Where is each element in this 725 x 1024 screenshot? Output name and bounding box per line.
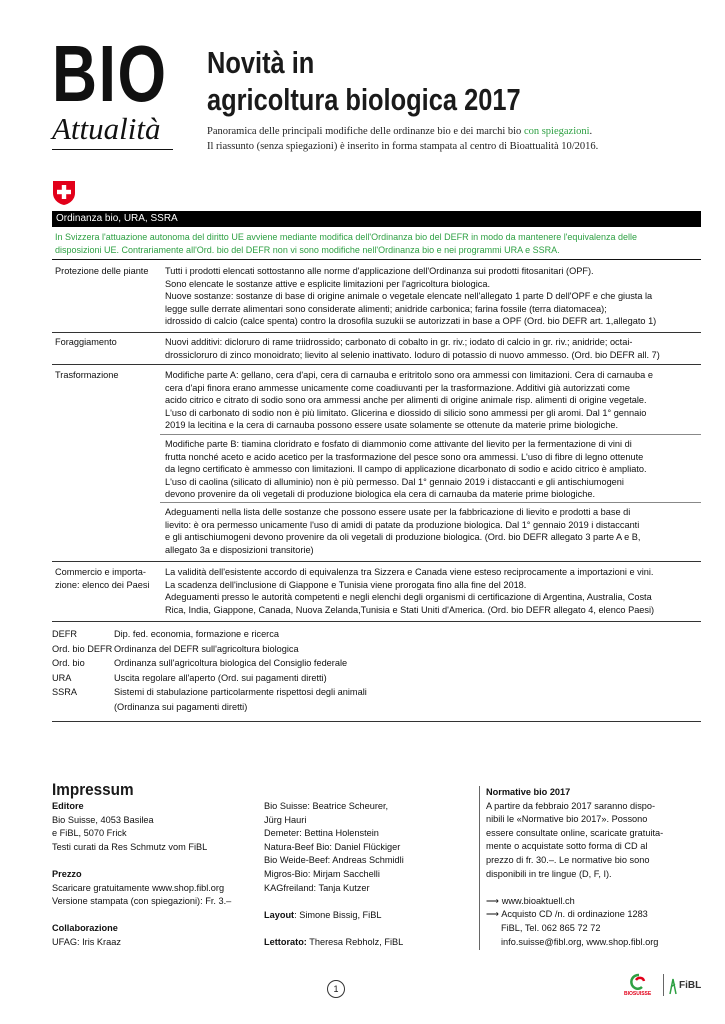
standards-line: A partire da febbraio 2017 saranno dispo- [486, 800, 656, 811]
text-line: Nuovi additivi: dicloruro di rame triidrossido; carbonato di cobalto in gr. riv.; iodato di calcio in gr. riv.; anidride; octai- [165, 337, 633, 347]
divider [160, 434, 701, 435]
price-line: Scaricare gratuitamente www.shop.fibl.org [52, 882, 225, 893]
row-content-processing-c [165, 506, 701, 556]
logo-attualita: Attualità [52, 111, 161, 146]
divider [52, 259, 701, 260]
abbreviations-list [52, 627, 701, 715]
subtitle-text-a: Panoramica delle principali modifiche delle ordinanze bio e dei marchi bio [207, 126, 524, 137]
text-line: e gli antischiumogeni devono provenire da oli vegetali di produzione biologica. (Ord. bio DEFR allegato 3 parte A e B, [165, 532, 641, 543]
footer-logos [624, 972, 704, 998]
impressum-col-2 [264, 800, 464, 950]
price-heading: Prezzo [52, 868, 82, 879]
row-label-plant-protection: Protezione delle piante [55, 266, 149, 276]
order-link-row[interactable] [486, 908, 701, 922]
text-line: L'uso di caolina (silicato di alluminio) non è più permesso. Dal 1° gennaio 2019 i distaccanti e gli antischiumogeni [165, 476, 624, 487]
collaboration-line: UFAG: Iris Kraaz [52, 936, 121, 947]
price-line: Versione stampata (con spiegazioni): Fr. 3.– [52, 896, 232, 907]
abbr-value: Uscita regolare all'aperto (Ord. sui pagamenti diretti) [114, 672, 327, 683]
standards-line: prezzo di fr. 30.–. Le normative bio sono [486, 854, 650, 865]
text-line: La scadenza dell'inclusione di Giappone e Tunisia viene prorogata fino alla fine del 2018. [165, 579, 527, 590]
standards-line: nibili le «Normative bio 2017». Possono [486, 814, 648, 825]
order-cd-text: Acquisto CD /n. di ordinazione 1283 [501, 909, 648, 920]
abbreviation-row [52, 656, 701, 671]
column-divider [479, 786, 480, 950]
abbr-key: Ord. bio DEFR [52, 643, 113, 654]
editor-heading: Editore [52, 801, 84, 811]
editor-line: e FiBL, 5070 Frick [52, 828, 127, 839]
abbreviation-row [52, 642, 701, 657]
section-header: Ordinanza bio, URA, SSRA [52, 211, 701, 227]
text-line: Adeguamenti nella lista delle sostanze che possono essere usate per la fabbricazione di lievito e prodotti a base di [165, 507, 631, 517]
editor-line: Testi curati da Res Schmutz vom FiBL [52, 841, 208, 852]
row-content-processing-b [165, 438, 701, 501]
bio-suisse-logo-text: BIOSUISSE [624, 991, 652, 997]
contributor-line: Natura-Beef Bio: Daniel Flückiger [264, 841, 401, 852]
text-line: allegato 3a e disposizioni transitorie) [165, 544, 314, 555]
contributor-line: Jürg Hauri [264, 814, 307, 825]
page-number: 1 [327, 980, 345, 998]
text-line: lievito: è ora permesso unicamente l'uso di amidi di patate da produzione biologica. Dal 1° gennaio 2019 i distaccanti [165, 519, 640, 530]
row-label-feeding: Foraggiamento [55, 337, 117, 347]
layout-heading: Layout [264, 909, 295, 920]
proofreading-value: Theresa Rebholz, FiBL [306, 936, 404, 947]
row-content-feeding [165, 336, 701, 361]
abbr-value: Sistemi di stabulazione particolarmente rispettosi degli animali [114, 687, 367, 698]
contact-links[interactable]: info.suisse@fibl.org, www.shop.fibl.org [501, 936, 659, 947]
divider [52, 332, 701, 333]
contact-phone: FiBL, Tel. 062 865 72 72 [501, 922, 601, 933]
text-line: Sono elencate le sostanze attive e esplicite limitazioni per l'agricoltura biologica. [165, 278, 491, 289]
impressum-col-1 [52, 800, 252, 950]
text-line: da legno certificato è ammesso con limitazioni. Il campo di applicazione dicarbonato di sodio e acido citrico è ampliato. [165, 464, 647, 475]
text-line: Modifiche parte A: gellano, cera d'api, cera di carnauba e eritritolo sono ora ammessi con limitazioni. Cera di carnauba e [165, 370, 653, 380]
divider [52, 561, 701, 562]
text-line: La validità dell'esistente accordo di equivalenza tra Sizzera e Canada viene esteso reciprocamente a importazioni e vini. [165, 567, 654, 577]
row-content-processing-a [165, 369, 701, 432]
arrow-right-icon: ⟶ [486, 909, 500, 920]
abbr-value: Ordinanza del DEFR sull'agricoltura biologica [114, 643, 299, 654]
page-title [207, 44, 568, 118]
logo-bio: BIO [52, 29, 168, 118]
fibl-leaf-icon [668, 977, 678, 995]
abbr-key: URA [52, 672, 72, 683]
label-line: Commercio e importa- [55, 567, 146, 577]
standards-line: essere consultate online, scaricate gratuita- [486, 827, 664, 838]
bioaktuell-link[interactable]: www.bioaktuell.ch [501, 895, 575, 906]
text-line: legge sulle derrate alimentari sono considerate alimenti; anidride carbonica; farina fossile (terra diatomacea); [165, 303, 607, 314]
text-line: Adeguamenti presso le autorità competenti e negli elenchi degli organismi di certificazione di Argentina, Australia, Costa [165, 592, 652, 603]
explanations-link[interactable]: con spiegazioni [523, 126, 590, 137]
text-line: frutta nonché aceto e acido acetico per la trasformazione del pesce sono ora ammessi. L'uso di fibre di legno ottenute [165, 451, 644, 462]
text-line: 2019 la lecitina e la cera di carnauba possono essere usate solamente se ottenute da materie prime biologiche. [165, 420, 619, 431]
editor-line: Bio Suisse, 4053 Basilea [52, 814, 154, 825]
text-line: idrossido di calcio (calce spenta) contro la drosofila suzukii se autorizzati in base a OPF (Ord. bio DEFR art. 1,allegato 1) [165, 316, 657, 327]
standards-line: disponibili in tre lingue (D, F, I). [486, 868, 612, 879]
standards-line: mente o acquistate sotto forma di CD al [486, 841, 648, 852]
title-line-2: agricoltura biologica 2017 [207, 82, 521, 117]
contributor-line: Demeter: Bettina Holenstein [264, 828, 379, 839]
divider [52, 364, 701, 365]
text-line: drossicloruro di zinco monoidrato; lievito al selenio inattivato. Ioduro di potassio di nuovo ammesso. (Ord. bio DEFR all. 7) [165, 349, 660, 360]
row-content-trade [165, 566, 701, 616]
text-line: acido citrico e citrato di sodio sono ora ammessi anche per alimenti di origine animale risp. alimenti di origine vegetale. [165, 395, 647, 406]
abbr-value: Dip. fed. economia, formazione e ricerca [114, 629, 279, 639]
text-line: devono provenire da oli vegetali di produzione biologica ela cera di carnauba da materie prime biologiche. [165, 489, 596, 500]
abbreviation-row [52, 671, 701, 686]
contributor-line: KAGfreiland: Tanja Kutzer [264, 882, 370, 893]
abbr-key: Ord. bio [52, 658, 85, 669]
intro-line: disposizioni UE. Contrariamente all'Ord. bio del DEFR non vi sono modifiche nell'Ordinanza bio e nei programmi URA e SSRA. [55, 244, 560, 255]
contributor-line: Bio Weide-Beef: Andreas Schmidli [264, 855, 404, 866]
impressum-title: Impressum [52, 780, 134, 799]
title-line-1: Novità in [207, 45, 315, 80]
arrow-right-icon: ⟶ [486, 895, 500, 906]
subtitle-text-b: . [589, 126, 593, 137]
standards-heading: Normative bio 2017 [486, 787, 571, 797]
abbr-key: SSRA [52, 687, 78, 698]
text-line: Rica, India, Giappone, Canada, Nuova Zelanda,Tunisia e Stati Uniti d'America. (Ord. bio DEFR allegato 4, elenco Paesi) [165, 604, 655, 615]
text-line: cera d'api finora erano ammesse unicamente come coadiuvanti per la trasformazione. Additivi già autorizzati come [165, 382, 630, 393]
section-intro [55, 231, 701, 256]
layout-value: : Simone Bissig, FiBL [294, 909, 382, 920]
logo-underline [52, 149, 173, 150]
divider [52, 621, 701, 622]
abbreviation-row [52, 685, 701, 700]
text-line: Nuove sostanze: sostanze di base di origine animale o vegetale elencate nell'allegato 1 parte D dell'OPF e che giusta la [165, 291, 653, 302]
subtitle [207, 124, 677, 154]
fibl-logo-text: FiBL [679, 980, 702, 991]
divider [160, 502, 701, 503]
contributor-line: Bio Suisse: Beatrice Scheurer, [264, 801, 389, 811]
divider [52, 721, 701, 722]
text-line: L'uso di carbonato di sodio non è più limitato. Glicerina e diossido di silicio sono ammessi per gli aromi. Dal 1° gennaio [165, 407, 647, 418]
label-line: zione: elenco dei Paesi [55, 579, 150, 590]
impressum-col-3 [486, 786, 701, 949]
text-line: Modifiche parte B: tiamina cloridrato e fosfato di diammonio come attivante del lievito per la fermentazione di vini di [165, 439, 632, 449]
collaboration-heading: Collaborazione [52, 923, 118, 934]
proofreading-heading: Lettorato: [264, 936, 307, 947]
row-content-plant-protection [165, 265, 701, 328]
intro-line: In Svizzera l'attuazione autonoma del diritto UE avviene mediante modifica dell'Ordinanza bio del DEFR in modo da mantenere l'equivalenza delle [55, 232, 637, 242]
row-label-trade [55, 566, 150, 591]
abbr-key [52, 700, 114, 715]
abbreviation-row [52, 627, 701, 642]
abbr-value: (Ordinanza sui pagamenti diretti) [114, 701, 248, 712]
contributor-line: Migros-Bio: Mirjam Sacchelli [264, 868, 380, 879]
swiss-flag-icon [52, 180, 76, 206]
abbreviation-row [52, 700, 701, 715]
text-line: Tutti i prodotti elencati sottostanno alle norme d'applicazione dell'Ordinanza sui prodotti fitosanitari (OPF). [165, 266, 594, 276]
logo-divider [663, 974, 664, 996]
bioaktuell-link-row[interactable] [486, 895, 701, 909]
abbr-value: Ordinanza sull'agricoltura biologica del Consiglio federale [114, 658, 348, 669]
abbr-key: DEFR [52, 629, 78, 639]
subtitle-line-2: Il riassunto (senza spiegazioni) è inserito in forma stampata al centro di Bioattualità 10/2016. [207, 141, 599, 152]
row-label-processing: Trasformazione [55, 370, 119, 380]
